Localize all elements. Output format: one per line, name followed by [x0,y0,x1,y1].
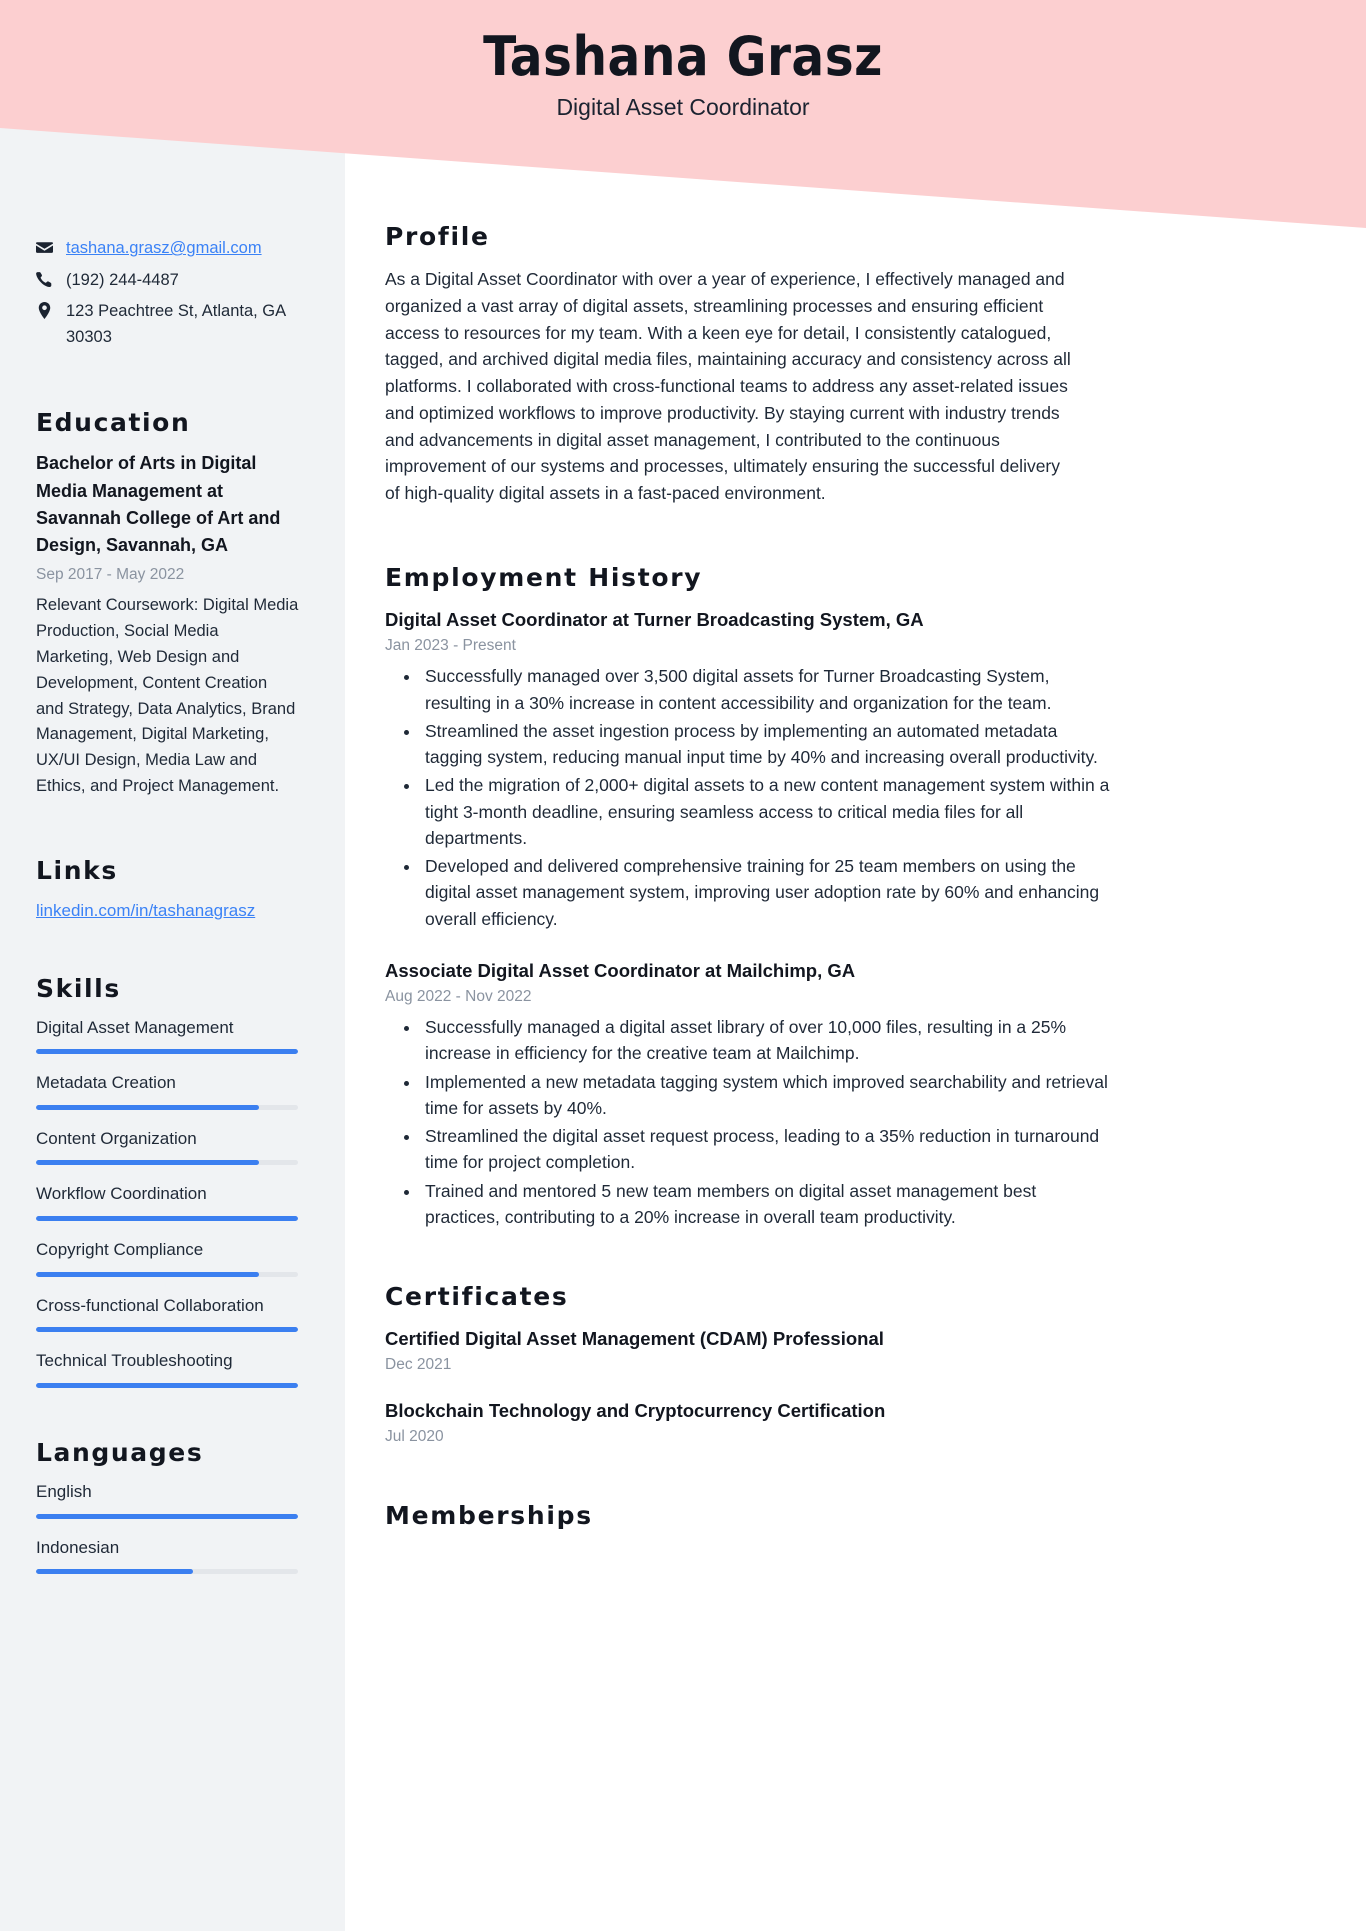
profile-text: As a Digital Asset Coordinator with over a year of experience, I effectively managed and organized a vast array of digital assets, streamlining processes and ensuring efficient access to resources for my team. With a keen eye for detail, I consistently catalogued, tagged, and archived digital media files, maintaining accuracy and consistency across all platforms. I collaborated with cross-functional teams to address any asset-related issues and optimized workflows to improve productivity. By staying current with industry trends and advancements in digital asset management, I contributed to the continuous improvement of our systems and processes, ultimately ensuring the successful delivery of high-quality digital assets in a fast-paced environment. [385,269,1071,504]
skill-level-bar [36,1383,298,1388]
contact-address: 123 Peachtree St, Atlanta, GA 30303 [66,302,286,346]
sidebar [0,0,345,1931]
employment-bullet-list [385,663,1111,932]
skill-label: Content Organization [36,1128,197,1148]
employment-bullet: • Successfully managed a digital asset library of over 10,000 files, resulting in a 25% increase in efficiency for the creative team at Mailchimp. [421,1014,1111,1067]
skill-item [36,1294,299,1333]
contact-phone-row [36,268,299,294]
language-label: English [36,1482,92,1502]
languages-section [36,1438,299,1574]
skill-label: Metadata Creation [36,1073,176,1093]
employment-bullet: • Streamlined the asset ingestion process by implementing an automated metadata tagging system, reducing manual input time by 40% and increasing overall productivity. [421,718,1111,771]
contact-phone: (192) 244-4487 [66,270,179,289]
education-dates: Sep 2017 - May 2022 [36,565,185,583]
certificates-heading: Certificates [385,1282,569,1312]
employment-bullet-list [385,1014,1111,1230]
contact-email [66,236,299,262]
page-title: Tashana Grasz [483,25,883,88]
employment-heading: Employment History [385,562,703,592]
language-item [36,1480,299,1519]
email-link[interactable]: tashana.grasz@gmail.com [66,239,262,257]
employment-bullet: • Led the migration of 2,000+ digital assets to a new content management system within a tight 3-month deadline, ensuring seamless access to critical media files for all departments. [421,772,1111,851]
employment-dates: Jan 2023 - Present [385,636,516,654]
certificate-date: Jul 2020 [385,1428,444,1446]
employment-section [385,562,1110,1230]
education-section [36,408,299,800]
skill-item [36,1127,299,1166]
languages-heading: Languages [36,1438,204,1468]
skills-section [36,974,299,1388]
skill-level-bar [36,1216,298,1221]
link-item-linkedin[interactable]: linkedin.com/in/tashanagrasz [36,901,256,921]
language-label: Indonesian [36,1537,120,1557]
skill-level-bar [36,1105,298,1110]
employment-role: Associate Digital Asset Coordinator at Mailchimp, GA [385,959,856,981]
contact-address-row [36,299,299,350]
certificates-list [385,1326,1066,1449]
employment-bullet: • Developed and delivered comprehensive training for 25 team members on using the digital asset management system, improving user adoption rate by 60% and enhancing overall efficiency. [421,853,1111,932]
languages-list [36,1480,299,1574]
employment-bullet: • Trained and mentored 5 new team members on digital asset management best practices, contributing to a 20% increase in overall team productivity. [421,1178,1111,1231]
employment-bullet: • Successfully managed over 3,500 digital assets for Turner Broadcasting System, resulting in a 30% increase in content accessibility and organization for the team. [421,663,1111,716]
certificate-entry [385,1398,1066,1448]
main-content [345,0,1366,1545]
certificate-title: Certified Digital Asset Management (CDAM) Professional [385,1328,884,1350]
phone-icon [36,268,66,288]
links-section [36,856,299,924]
language-level-bar [36,1569,298,1574]
skill-level-fill [36,1383,298,1388]
skill-item [36,1182,299,1221]
skill-level-bar [36,1272,298,1277]
skill-item [36,1071,299,1110]
language-level-fill [36,1569,193,1574]
skill-level-bar [36,1049,298,1054]
skill-label: Copyright Compliance [36,1240,204,1260]
skill-level-fill [36,1160,259,1165]
skill-label: Workflow Coordination [36,1184,207,1204]
map-pin-icon [36,299,66,319]
skill-item [36,1238,299,1277]
language-level-fill [36,1514,298,1519]
education-heading: Education [36,408,191,438]
education-description: Relevant Coursework: Digital Media Production, Social Media Marketing, Web Design and Development, Content Creation and Strategy, Data Analytics, Brand Management, Digital Marketing, UX/UI Design, Media Law and Ethics, and Project Management. [36,595,299,796]
employment-entry [385,958,1108,1230]
employment-dates: Aug 2022 - Nov 2022 [385,987,532,1005]
links-heading: Links [36,856,118,886]
contact-list [36,236,299,350]
skills-heading: Skills [36,973,121,1003]
profile-section [385,222,1071,507]
skill-level-bar [36,1327,298,1332]
certificate-title: Blockchain Technology and Cryptocurrency Certification [385,1400,886,1422]
employment-role: Digital Asset Coordinator at Turner Broadcasting System, GA [385,608,924,630]
language-item [36,1536,299,1575]
contact-email-row [36,236,299,262]
skill-level-fill [36,1327,298,1332]
education-entry [36,450,299,800]
skill-level-fill [36,1049,298,1054]
skill-level-bar [36,1160,298,1165]
skill-item [36,1349,299,1388]
skill-item [36,1016,299,1055]
employment-entry [385,607,1110,932]
skills-list [36,1016,299,1388]
language-level-bar [36,1514,298,1519]
certificates-section [385,1282,1066,1449]
header [0,26,1366,122]
skill-label: Technical Troubleshooting [36,1351,233,1371]
certificate-date: Dec 2021 [385,1356,452,1373]
memberships-heading: Memberships [385,1500,593,1530]
header-subtitle: Digital Asset Coordinator [556,94,810,121]
skill-level-fill [36,1216,298,1221]
skill-level-fill [36,1272,259,1277]
envelope-icon [36,236,66,256]
employment-list [385,607,1110,1230]
profile-heading: Profile [385,222,490,251]
skill-level-fill [36,1105,259,1110]
skill-label: Cross-functional Collaboration [36,1295,264,1315]
education-degree: Bachelor of Arts in Digital Media Management at Savannah College of Art and Design, Savannah, GA [36,453,281,556]
memberships-section [385,1501,1066,1531]
employment-bullet: • Implemented a new metadata tagging system which improved searchability and retrieval time for assets by 40%. [421,1069,1111,1122]
certificate-entry [385,1326,1066,1376]
skill-label: Digital Asset Management [36,1017,234,1037]
employment-bullet: • Streamlined the digital asset request process, leading to a 35% reduction in turnaround time for project completion. [421,1123,1111,1176]
